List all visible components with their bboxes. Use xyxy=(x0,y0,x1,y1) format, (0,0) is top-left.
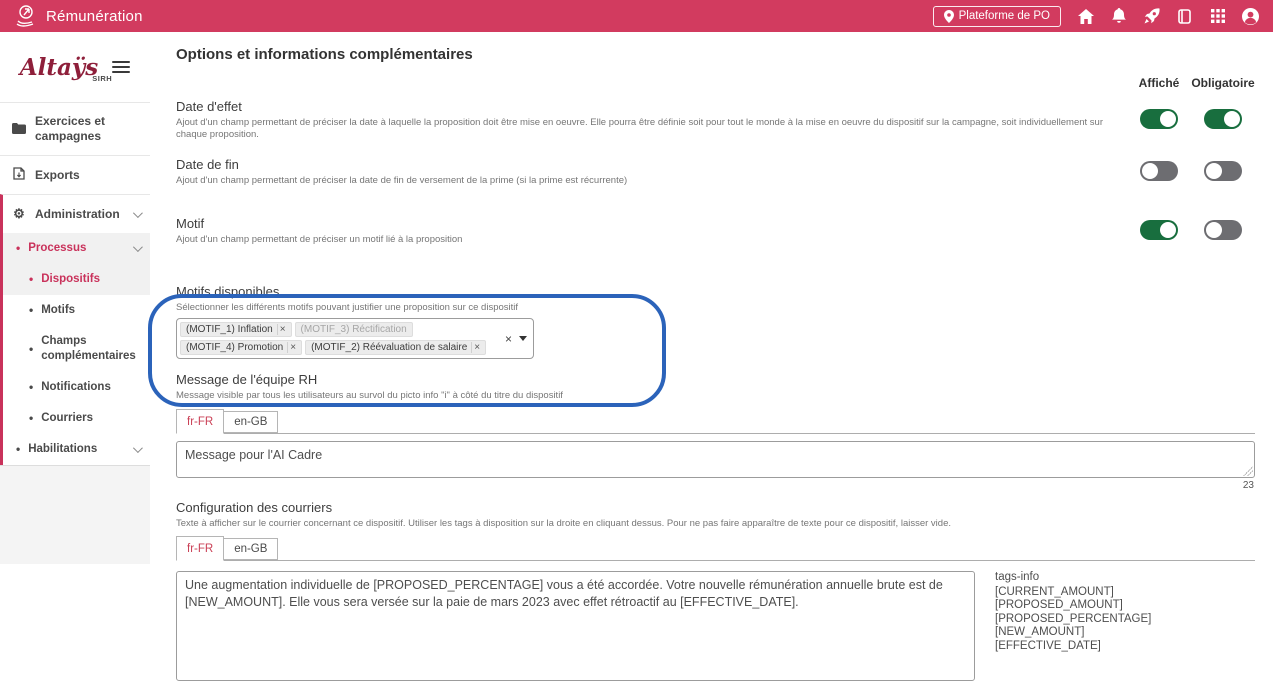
motif-chip-label: (MOTIF_2) Réévaluation de salaire xyxy=(311,342,468,354)
platform-button-label: Plateforme de PO xyxy=(958,10,1050,22)
sidebar-item-label: Motifs xyxy=(41,303,76,316)
option-description: Ajout d'un champ permettant de préciser un motif lié à la proposition xyxy=(176,234,463,245)
sidebar xyxy=(0,32,150,466)
option-label: Date d'effet xyxy=(176,99,242,114)
toggle-motif-obligatoire[interactable] xyxy=(1204,220,1242,240)
tab-fr-FR[interactable]: fr-FR xyxy=(176,409,224,434)
apps-grid-icon[interactable] xyxy=(1209,8,1226,25)
chevron-down-icon xyxy=(133,208,143,218)
clear-select-icon[interactable]: × xyxy=(504,331,512,346)
chevron-down-icon xyxy=(133,443,143,453)
toggle-date-effet-obligatoire[interactable] xyxy=(1204,109,1242,129)
bullet-icon: • xyxy=(16,241,21,256)
sidebar-item-habilitations[interactable] xyxy=(3,434,150,465)
gear-icon: ⚙ xyxy=(13,206,25,221)
motif-chip[interactable] xyxy=(180,340,302,355)
bullet-icon: • xyxy=(29,411,34,426)
bullet-icon: • xyxy=(29,341,34,356)
remove-chip-icon[interactable]: × xyxy=(277,324,286,335)
sidebar-item-label: Processus xyxy=(28,242,87,254)
bullet-icon: • xyxy=(29,380,34,395)
bullet-icon: • xyxy=(16,442,21,457)
motif-chip-label: (MOTIF_3) Réctification xyxy=(300,324,407,336)
bullet-icon: • xyxy=(29,303,34,318)
toggle-date-fin-affiche[interactable] xyxy=(1140,161,1178,181)
motif-chip[interactable] xyxy=(305,340,486,355)
message-rh-textarea[interactable] xyxy=(176,441,1255,478)
motifs-disponibles-block xyxy=(176,284,1255,359)
sidebar-item-label: Administration xyxy=(35,206,120,221)
tag-current-amount[interactable]: [CURRENT_AMOUNT] xyxy=(995,585,1114,598)
option-label: Motif xyxy=(176,216,205,231)
app-title: Rémunération xyxy=(46,7,143,25)
message-rh-language-tabs xyxy=(176,408,1255,434)
toggle-date-fin-obligatoire[interactable] xyxy=(1204,161,1242,181)
tags-info-title: tags-info xyxy=(995,571,1040,584)
message-rh-label: Message de l'équipe RH xyxy=(176,372,318,388)
user-account-icon[interactable] xyxy=(1242,8,1259,25)
altays-logo-sub: SIRH xyxy=(92,74,113,83)
motifs-label: Motifs disponibles xyxy=(176,284,280,299)
sidebar-item-label: Habilitations xyxy=(28,442,98,455)
altays-logo-text: Altaÿs xyxy=(19,53,99,81)
hamburger-menu-icon[interactable] xyxy=(112,61,130,73)
motif-chip-label: (MOTIF_1) Inflation xyxy=(186,324,273,336)
sidebar-admin-section xyxy=(0,194,150,465)
folder-icon xyxy=(12,122,26,137)
tab-en-GB[interactable]: en-GB xyxy=(224,411,278,433)
configuration-courriers-block xyxy=(176,500,1255,681)
sidebar-item-processus[interactable] xyxy=(3,233,150,264)
sidebar-item-exports[interactable] xyxy=(0,155,150,194)
dropdown-caret-icon[interactable] xyxy=(519,336,527,341)
sidebar-column xyxy=(0,32,150,564)
home-icon[interactable] xyxy=(1077,8,1094,25)
sidebar-item-administration[interactable] xyxy=(3,195,150,233)
motif-chip[interactable] xyxy=(295,322,413,337)
tags-info-panel xyxy=(995,571,1151,653)
remove-chip-icon[interactable]: × xyxy=(287,342,296,353)
toggle-column-headers xyxy=(176,76,1255,90)
location-pin-icon xyxy=(944,10,954,23)
chevron-down-icon xyxy=(133,242,143,252)
column-header-affiche: Affiché xyxy=(1138,76,1180,90)
notifications-bell-icon[interactable] xyxy=(1110,8,1127,25)
courrier-textarea[interactable] xyxy=(176,571,975,681)
rocket-icon[interactable] xyxy=(1143,8,1160,25)
main-content xyxy=(162,32,1273,652)
message-rh-block xyxy=(176,372,1255,490)
courriers-description: Texte à afficher sur le courrier concernant ce dispositif. Utiliser les tags à disposition sur la droite en cliquant dessus. Pour ne pas faire apparaître de texte pour ce dispositif, laisser vide. xyxy=(176,517,951,529)
motif-chip[interactable] xyxy=(180,322,292,337)
tag-new-amount[interactable]: [NEW_AMOUNT] xyxy=(995,626,1085,639)
courriers-language-tabs xyxy=(176,535,1255,561)
courriers-label: Configuration des courriers xyxy=(176,499,333,515)
message-rh-description: Message visible par tous les utilisateurs au survol du picto info "i" à côté du titre du dispositif xyxy=(176,390,563,402)
sidebar-item-dispositifs[interactable] xyxy=(3,264,150,295)
sidebar-item-label: Notifications xyxy=(41,380,111,393)
page-title: Options et informations complémentaires xyxy=(176,46,473,63)
motifs-description: Sélectionner les différents motifs pouvant justifier une proposition sur ce dispositif xyxy=(176,302,519,313)
sidebar-item-champs-complementaires[interactable] xyxy=(3,326,150,372)
option-description: Ajout d'un champ permettant de préciser la date de fin de versement de la prime (si la prime est récurrente) xyxy=(176,175,628,186)
tab-fr-FR[interactable]: fr-FR xyxy=(176,536,224,561)
motif-chip-label: (MOTIF_4) Promotion xyxy=(186,342,284,354)
export-file-icon xyxy=(12,167,26,183)
tag-proposed-percentage[interactable]: [PROPOSED_PERCENTAGE] xyxy=(995,612,1152,625)
sidebar-item-motifs[interactable] xyxy=(3,295,150,326)
tab-en-GB[interactable]: en-GB xyxy=(224,538,278,560)
tag-effective-date[interactable]: [EFFECTIVE_DATE] xyxy=(995,639,1101,652)
sidebar-item-label: Exports xyxy=(35,167,80,182)
bullet-icon: • xyxy=(29,272,34,287)
documentation-book-icon[interactable] xyxy=(1176,8,1193,25)
toggle-motif-affiche[interactable] xyxy=(1140,220,1178,240)
option-label: Date de fin xyxy=(176,157,239,172)
platform-button[interactable] xyxy=(933,6,1061,27)
option-row-date-fin xyxy=(176,157,1255,201)
sidebar-item-label: Champs complémentaires xyxy=(41,334,136,362)
option-row-motif xyxy=(176,216,1255,260)
altays-logo xyxy=(19,53,113,83)
char-count: 23 xyxy=(1242,479,1254,491)
column-header-obligatoire: Obligatoire xyxy=(1191,76,1255,90)
motifs-multiselect[interactable] xyxy=(176,318,534,359)
top-header-bar xyxy=(0,0,1273,32)
sidebar-item-notifications[interactable] xyxy=(3,372,150,403)
sidebar-item-label: Courriers xyxy=(41,411,93,424)
tag-proposed-amount[interactable]: [PROPOSED_AMOUNT] xyxy=(995,599,1123,612)
sidebar-item-label: Exercices et campagnes xyxy=(35,114,106,143)
sidebar-item-exercices-campagnes[interactable] xyxy=(0,102,150,155)
remuneration-logo-icon xyxy=(14,4,38,28)
remove-chip-icon[interactable]: × xyxy=(471,342,480,353)
sidebar-item-courriers[interactable] xyxy=(3,403,150,434)
option-description: Ajout d'un champ permettant de préciser la date à laquelle la proposition doit être mise en oeuvre. Elle pourra être définie soit pour tout le monde à la mise en oeuvre du dispositif sur la campagne, soit individuellement sur chaque proposition. xyxy=(176,117,1104,141)
option-row-date-effet xyxy=(176,99,1255,143)
toggle-date-effet-affiche[interactable] xyxy=(1140,109,1178,129)
sidebar-item-label: Dispositifs xyxy=(41,272,100,285)
